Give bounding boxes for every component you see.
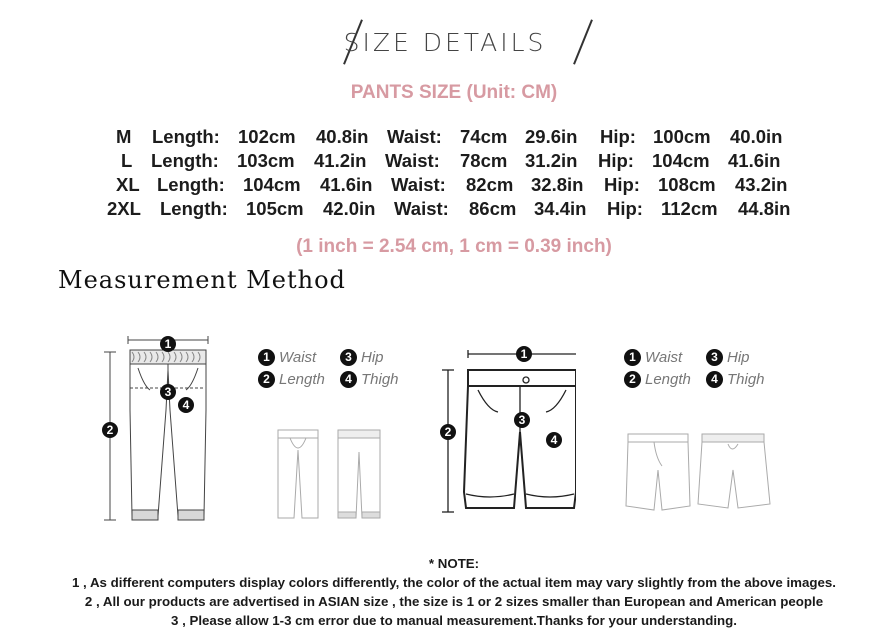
length-label: Length: [157, 174, 225, 195]
note-line-3: 3 , Please allow 1-3 cm error due to manual measurement.Thanks for your understanding. [170, 613, 737, 628]
hip-cm: 112cm [661, 198, 718, 219]
size-row-l [0, 150, 890, 174]
size-label: XL [116, 174, 140, 195]
hip-label: Hip: [600, 126, 636, 147]
legend-thigh: 4 Thigh [706, 370, 765, 390]
waist-in: 32.8in [531, 174, 584, 195]
marker-2: 2 [106, 423, 114, 437]
waist-in: 34.4in [534, 198, 587, 219]
waist-in: 29.6in [525, 126, 578, 147]
length-label: Length: [151, 150, 219, 171]
length-in: 41.6in [320, 174, 373, 195]
page-title: SIZE DETAILS [343, 28, 547, 57]
note-line-2: 2 , All our products are advertised in ASIAN size , the size is 1 or 2 sizes smaller than European and American people [84, 594, 824, 609]
shorts-thumbnails [624, 430, 774, 512]
hip-label: Hip: [607, 198, 643, 219]
long-pants-diagram [96, 330, 226, 530]
size-details-header [0, 18, 890, 68]
legend-hip: 3 Hip [340, 348, 384, 368]
waist-label: Waist: [394, 198, 449, 219]
length-cm: 104cm [243, 174, 301, 195]
hip-label: Hip: [604, 174, 640, 195]
waist-label: Waist: [387, 126, 442, 147]
length-in: 42.0in [323, 198, 376, 219]
marker-4: 4 [550, 433, 558, 447]
pants-size-subtitle: PANTS SIZE (Unit: CM) [350, 82, 558, 103]
hip-in: 43.2in [735, 174, 788, 195]
marker-2: 2 [444, 425, 452, 439]
waist-cm: 74cm [460, 126, 508, 147]
hip-label: Hip: [598, 150, 634, 171]
size-label: L [121, 150, 133, 171]
legend-shorts [624, 348, 784, 393]
hip-in: 40.0in [730, 126, 783, 147]
length-in: 40.8in [316, 126, 369, 147]
measurement-method-title: Measurement Method [58, 266, 346, 294]
marker-3: 3 [518, 413, 526, 427]
length-label: Length: [160, 198, 228, 219]
legend-length: 2 Length [258, 370, 325, 390]
hip-cm: 108cm [658, 174, 716, 195]
marker-4: 4 [182, 398, 190, 412]
length-cm: 102cm [238, 126, 296, 147]
size-label: 2XL [107, 198, 141, 219]
size-row-m [0, 126, 890, 150]
legend-waist: 1 Waist [624, 348, 682, 368]
size-label: M [116, 126, 132, 147]
length-cm: 103cm [237, 150, 295, 171]
marker-3: 3 [164, 385, 172, 399]
legend-waist: 1 Waist [258, 348, 316, 368]
waist-cm: 86cm [469, 198, 517, 219]
length-label: Length: [152, 126, 220, 147]
hip-cm: 100cm [653, 126, 711, 147]
waist-cm: 78cm [460, 150, 508, 171]
size-row-xl [0, 174, 890, 198]
note-heading: * NOTE: [428, 556, 480, 571]
waist-in: 31.2in [525, 150, 578, 171]
waist-label: Waist: [391, 174, 446, 195]
length-in: 41.2in [314, 150, 367, 171]
long-pants-thumbnails [272, 428, 392, 523]
legend-long-pants [258, 348, 418, 393]
waist-label: Waist: [385, 150, 440, 171]
legend-thigh: 4 Thigh [340, 370, 399, 390]
size-row-2xl [0, 198, 890, 222]
waist-cm: 82cm [466, 174, 514, 195]
marker-1: 1 [164, 337, 172, 351]
hip-in: 44.8in [738, 198, 791, 219]
hip-in: 41.6in [728, 150, 781, 171]
hip-cm: 104cm [652, 150, 710, 171]
shorts-diagram [436, 342, 576, 517]
marker-1: 1 [520, 347, 528, 361]
legend-length: 2 Length [624, 370, 691, 390]
note-line-1: 1 , As different computers display colors differently, the color of the actual item may vary slightly from the above images. [71, 575, 837, 590]
legend-hip: 3 Hip [706, 348, 750, 368]
unit-conversion-note: (1 inch = 2.54 cm, 1 cm = 0.39 inch) [296, 236, 612, 257]
length-cm: 105cm [246, 198, 304, 219]
